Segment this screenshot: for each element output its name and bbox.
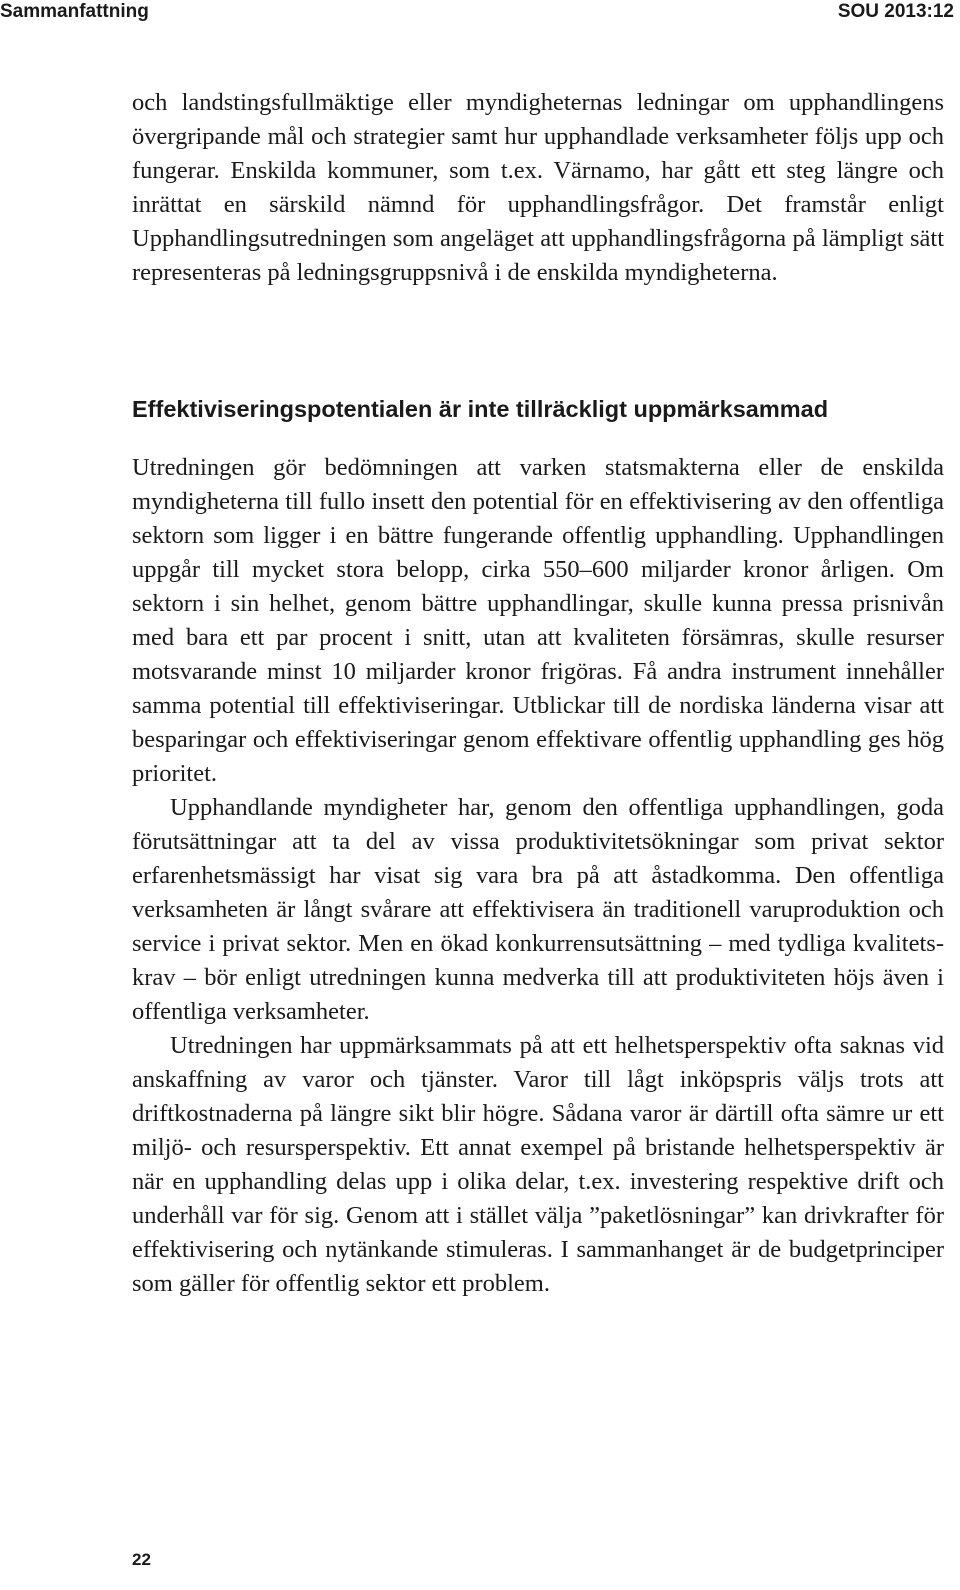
section-heading: Effektiviseringspotentialen är inte tillräckligt uppmärksammad <box>132 396 829 422</box>
body-paragraph-1: Utredningen gör bedömningen att varken statsmakterna eller de enskilda myndigheterna till fullo insett den potential för en effektivisering av den offentliga sektorn som ligger i en bättre fungerande offentlig upphandling. Upphandlingen uppgår till mycket stora belopp, cirka 550–600 miljarder kronor årligen. Om sektorn i sin helhet, genom bättre upphandlingar, skulle kunna pressa prisnivån med bara ett par procent i snitt, utan att kvaliteten försämras, skulle resurser motsvarande minst 10 miljarder kronor frigöras. Få andra instrument innehåller samma potential till effektiviseringar. Utblickar till de nordiska länderna visar att besparingar och effektiviseringar genom effektivare offentlig upphandling ges hög prioritet. <box>132 454 944 787</box>
header-section-title: Sammanfattning <box>0 1 149 22</box>
page-number: 22 <box>132 1550 151 1569</box>
body-paragraph-2: Upphandlande myndigheter har, genom den offentliga upphandlingen, goda förutsättningar att ta del av vissa produktivitetsökningar som privat sektor erfarenhetsmässigt har visat sig vara bra på att åstadkomma. Den offentliga verksamheten är långt svårare att effektivisera än traditionell varuproduktion och service i privat sektor. Men en ökad konkurrensutsättning – med tydliga kvalitetskrav – bör enligt utredningen kunna medverka till att produktiviteten höjs även i offentliga verksamheter. <box>132 794 944 1025</box>
section-body <box>132 451 944 1301</box>
body-paragraph-3: Utredningen har uppmärksammats på att ett helhetsperspektiv ofta saknas vid anskaffning av varor och tjänster. Varor till lågt inköpspris väljs trots att driftkostnaderna på längre sikt blir högre. Sådana varor är därtill ofta sämre ur ett miljö- och resursperspektiv. Ett annat exempel på bristande helhetsperspektiv är när en upphandling delas upp i olika delar, t.ex. investering respektive drift och underhåll var för sig. Genom att i stället välja ”paketlösningar” kan drivkrafter för effektivisering och nytänkande stimuleras. I sammanhanget är de budgetprinciper som gäller för offentlig sektor ett problem. <box>132 1032 944 1297</box>
intro-text-block <box>132 86 944 290</box>
running-header <box>0 0 960 24</box>
intro-paragraph: och landstingsfullmäktige eller myndigheternas ledningar om upphandlingens övergripande mål och strategier samt hur upphandlade verksamheter följs upp och fungerar. Enskilda kommuner, som t.ex. Värnamo, har gått ett steg längre och inrättat en särskild nämnd för upphandlingsfrågor. Det framstår enligt Upphandlingsutredningen som angeläget att upphandlingsfrågorna på lämpligt sätt representeras på ledningsgruppsnivå i de enskilda myndigheterna. <box>132 89 944 286</box>
header-report-id: SOU 2013:12 <box>837 1 954 22</box>
